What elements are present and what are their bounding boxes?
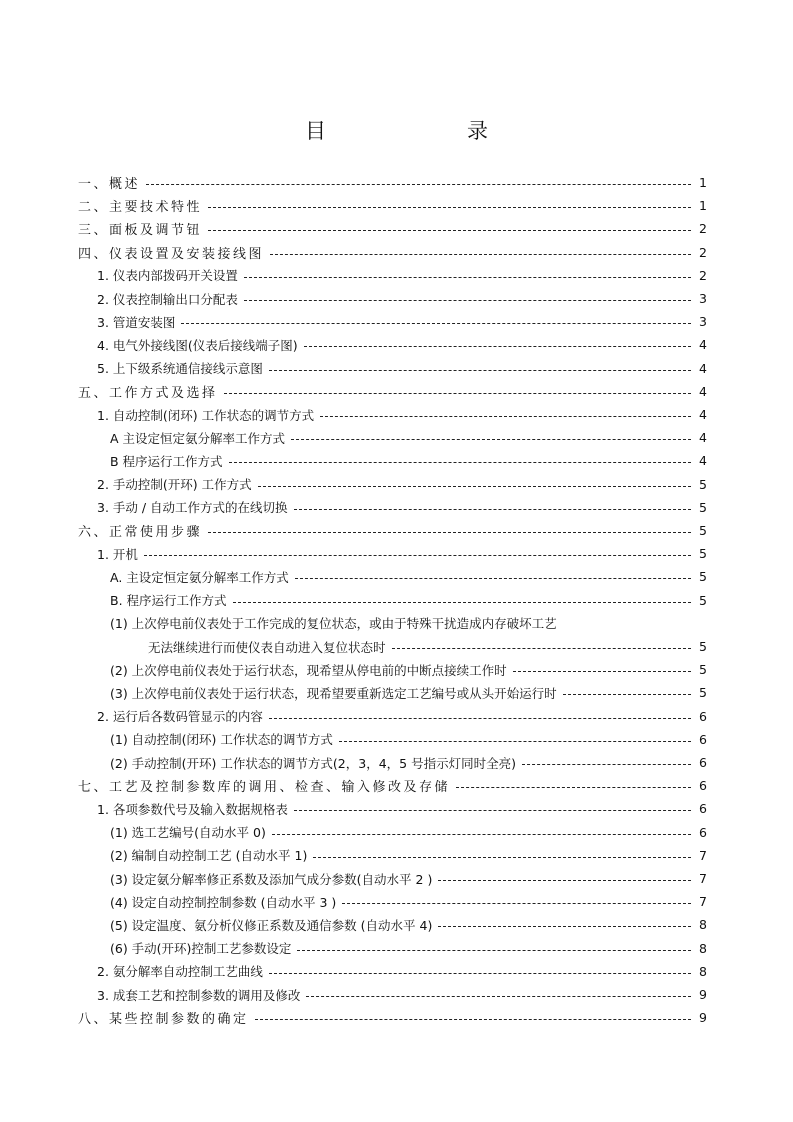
toc-entry-title: 1. 仪表内部拨码开关设置 [97, 268, 238, 284]
toc-entry-title: 3. 管道安装图 [97, 314, 176, 330]
toc-page-number: 5 [699, 499, 707, 515]
toc-entry-title: (3) 上次停电前仪表处于运行状态，现希望要重新选定工艺编号或从头开始运行时 [110, 685, 557, 701]
toc-entry[interactable] [97, 705, 707, 728]
toc-page-number: 5 [699, 546, 707, 562]
toc-leader-line [244, 277, 691, 278]
toc-page-number: 2 [699, 221, 707, 237]
toc-page-number: 6 [699, 755, 707, 770]
toc-entry[interactable] [78, 217, 707, 240]
toc-leader-line [255, 1019, 691, 1020]
toc-entry[interactable] [97, 287, 707, 310]
toc-leader-line [295, 578, 691, 579]
toc-page-number: 3 [699, 291, 707, 306]
toc-leader-line [291, 439, 691, 440]
toc-entry[interactable] [110, 449, 707, 472]
toc-leader-line [563, 694, 691, 695]
page-title: 目 录 [305, 119, 548, 143]
toc-page-number: 2 [699, 267, 707, 283]
toc-entry-title: 一、概述 [78, 177, 141, 192]
toc-page-number: 4 [699, 407, 707, 422]
toc-entry-title: 1. 开机 [97, 546, 138, 562]
toc-entry-title: B. 程序运行工作方式 [110, 593, 227, 609]
toc-entry[interactable] [78, 380, 707, 403]
toc-entry-title: 无法继续进行而使仪表自动进入复位状态时 [148, 639, 386, 655]
toc-leader-line [269, 370, 691, 371]
toc-entry-title: 六、正常使用步骤 [78, 525, 203, 540]
toc-entry[interactable] [97, 403, 707, 426]
toc-page-number: 8 [699, 963, 707, 979]
toc-page-number: 2 [699, 244, 707, 260]
toc-entry[interactable] [97, 542, 707, 565]
toc-entry[interactable] [110, 589, 707, 612]
toc-leader-line [272, 834, 691, 835]
toc-entry-title: 5. 上下级系统通信接线示意图 [97, 361, 263, 377]
toc-page-number: 5 [699, 523, 707, 538]
toc-entry[interactable] [97, 797, 707, 820]
toc-entry[interactable] [148, 635, 707, 658]
toc-entry-title: (2) 上次停电前仪表处于运行状态，现希望从停电前的中断点接续工作时 [110, 662, 507, 678]
toc-leader-line [456, 787, 691, 788]
toc-page-number: 5 [699, 476, 707, 492]
toc-entry-title: 二、主要技术特性 [78, 200, 203, 216]
toc-entry-title: 八、某些控制参数的确定 [78, 1012, 249, 1028]
toc-leader-line [313, 857, 691, 858]
toc-leader-line [320, 416, 691, 417]
toc-leader-line [146, 184, 691, 185]
toc-entry-title: 2. 运行后各数码管显示的内容 [97, 709, 263, 725]
toc-entry-title: (5) 设定温度、氨分析仪修正系数及通信参数 (自动水平 4) [110, 917, 433, 933]
toc-leader-line [229, 462, 691, 463]
toc-entry[interactable] [110, 728, 707, 751]
toc-leader-line [258, 486, 691, 487]
toc-leader-line [233, 602, 691, 603]
toc-entry[interactable] [97, 357, 707, 380]
toc-page-number: 8 [699, 917, 707, 933]
toc-leader-line [513, 671, 691, 672]
toc-leader-line [339, 741, 691, 742]
toc-page-number: 1 [699, 175, 707, 190]
toc-page-number: 6 [699, 731, 707, 747]
toc-leader-line [438, 926, 691, 927]
toc-page-number: 9 [699, 987, 707, 1002]
toc-page-number: 6 [699, 708, 707, 724]
toc-page-number: 4 [699, 383, 707, 399]
toc-entry[interactable] [78, 1006, 707, 1029]
toc-entry[interactable] [110, 844, 707, 867]
toc-entry-title: 三、面板及调节钮 [78, 223, 203, 239]
toc-entry[interactable] [97, 333, 707, 356]
toc-entry-title: (3) 设定氨分解率修正系数及添加气成分参数(自动水平 2 ) [110, 871, 433, 887]
toc-entry-title: 1. 各项参数代号及输入数据规格表 [97, 801, 288, 817]
toc-leader-line [269, 973, 691, 974]
toc-page-number: 5 [699, 569, 707, 585]
toc-entry[interactable] [78, 519, 707, 542]
toc-entry[interactable] [110, 612, 707, 635]
toc-entry-title: 3. 手动 / 自动工作方式的在线切换 [97, 500, 288, 516]
toc-leader-line [181, 323, 691, 324]
toc-leader-line [438, 880, 691, 881]
toc-entry-title: (2) 编制自动控制工艺 (自动水平 1) [110, 848, 308, 864]
toc-leader-line [522, 764, 691, 765]
toc-entry[interactable] [97, 264, 707, 287]
toc-entry[interactable] [110, 890, 707, 913]
toc-leader-line [294, 509, 691, 510]
toc-entry-title: (2) 手动控制(开环) 工作状态的调节方式(2，3，4，5 号指示灯同时全亮) [110, 755, 516, 771]
toc-entry[interactable] [78, 774, 707, 797]
toc-page-number: 4 [699, 453, 707, 469]
toc-entry[interactable] [110, 821, 707, 844]
toc-entry-title: (4) 设定自动控制控制参数 (自动水平 3 ) [110, 894, 337, 910]
toc-page-number: 1 [699, 198, 707, 214]
toc-entry-title: 3. 成套工艺和控制参数的调用及修改 [97, 987, 301, 1003]
toc-leader-line [208, 230, 691, 231]
toc-entry-title: B 程序运行工作方式 [110, 453, 223, 469]
toc-entry[interactable] [110, 681, 707, 704]
toc-page-number: 4 [699, 360, 707, 376]
toc-leader-line [269, 718, 691, 719]
toc-leader-line [208, 207, 691, 208]
toc-page-number: 7 [699, 871, 707, 886]
toc-page-number: 5 [699, 592, 707, 608]
toc-leader-line [306, 996, 691, 997]
toc-entry-title: 七、工艺及控制参数库的调用、检查、输入修改及存储 [78, 780, 451, 796]
toc-entry[interactable] [110, 751, 707, 774]
toc-entry[interactable] [110, 867, 707, 890]
toc-page-number: 7 [699, 847, 707, 863]
toc-leader-line [208, 532, 691, 533]
toc-entry[interactable] [78, 171, 707, 194]
toc-entry[interactable] [97, 473, 707, 496]
toc-page-number: 5 [699, 662, 707, 678]
toc-entry[interactable] [97, 983, 707, 1006]
toc-entry-title: 1. 自动控制(闭环) 工作状态的调节方式 [97, 407, 315, 423]
toc-entry[interactable] [97, 310, 707, 333]
toc-page-number: 8 [699, 940, 707, 956]
toc-leader-line [392, 648, 691, 649]
toc-page-number: 6 [699, 824, 707, 840]
toc-entry[interactable] [78, 241, 707, 264]
toc-leader-line [297, 950, 691, 951]
toc-page-number: 4 [699, 337, 707, 353]
toc-entry-title: (1) 选工艺编号(自动水平 0) [110, 825, 266, 841]
toc-entry[interactable] [110, 565, 707, 588]
toc-leader-line [270, 254, 691, 255]
toc-entry-title: 2. 氨分解率自动控制工艺曲线 [97, 964, 263, 980]
toc-entry-title: A. 主设定恒定氨分解率工作方式 [110, 569, 289, 585]
toc-entry[interactable] [110, 658, 707, 681]
toc-entry[interactable] [97, 960, 707, 983]
toc-entry[interactable] [78, 194, 707, 217]
toc-leader-line [294, 810, 691, 811]
toc-entry[interactable] [110, 937, 707, 960]
toc-page-number: 5 [699, 639, 707, 654]
toc-entry-title: 四、仪表设置及安装接线图 [78, 246, 265, 262]
toc-entry-title: 2. 仪表控制输出口分配表 [97, 291, 238, 307]
toc-page-number: 6 [699, 801, 707, 817]
toc-entry[interactable] [97, 496, 707, 519]
toc-leader-line [342, 903, 691, 904]
toc-entry-title: 五、工作方式及选择 [78, 385, 218, 401]
toc-page-number: 3 [699, 314, 707, 330]
toc-page-number: 9 [699, 1010, 707, 1026]
toc-page-number: 5 [699, 685, 707, 701]
toc-entry-title: (6) 手动(开环)控制工艺参数设定 [110, 941, 292, 957]
toc-entry[interactable] [110, 426, 707, 449]
toc-entry-title: A 主设定恒定氨分解率工作方式 [110, 430, 286, 446]
toc-entry-title: (1) 上次停电前仪表处于工作完成的复位状态，或由于特殊干扰造成内存破坏工艺 [110, 616, 557, 632]
toc-leader-line [224, 393, 691, 394]
toc-leader-line [144, 555, 691, 556]
toc-page-number: 7 [699, 894, 707, 910]
toc-entry-title: 4. 电气外接线图(仪表后接线端子图) [97, 337, 298, 353]
toc-leader-line [244, 300, 691, 301]
toc-leader-line [304, 346, 691, 347]
toc-entry-title: 2. 手动控制(开环) 工作方式 [97, 477, 252, 493]
toc-page-number: 4 [699, 430, 707, 446]
toc-page-number: 6 [699, 778, 707, 794]
toc-entry-title: (1) 自动控制(闭环) 工作状态的调节方式 [110, 732, 333, 748]
toc-entry[interactable] [110, 913, 707, 936]
